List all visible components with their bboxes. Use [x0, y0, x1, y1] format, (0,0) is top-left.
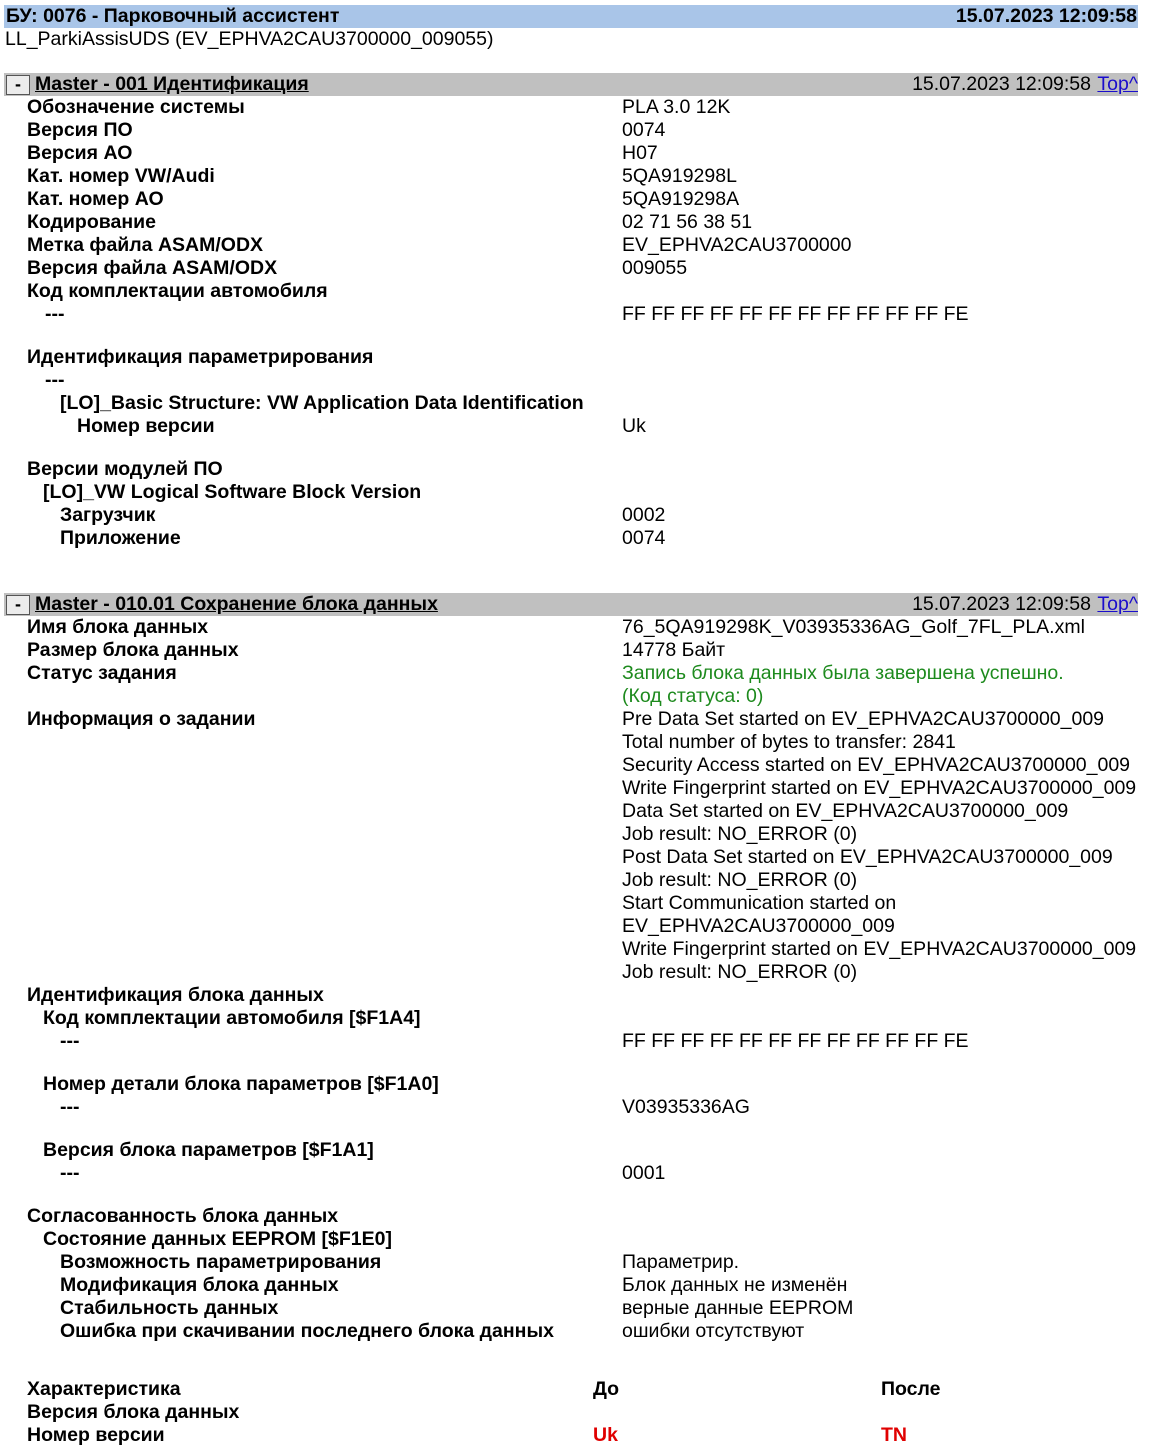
group-label: [LO]_VW Logical Software Block Version: [43, 481, 422, 503]
group-label: Согласованность блока данных: [27, 1205, 339, 1227]
row-value: EV_EPHVA2CAU3700000: [622, 234, 852, 256]
job-info-line: Post Data Set started on EV_EPHVA2CAU3700000_009: [622, 846, 1113, 868]
top-link[interactable]: Top^: [1097, 593, 1138, 615]
row-value: верные данные EEPROM: [622, 1297, 854, 1319]
row-label: Загрузчик: [60, 504, 156, 526]
compare-group-label: Версия блока данных: [27, 1401, 240, 1423]
job-info-line: Write Fingerprint started on EV_EPHVA2CAU3700000_009: [622, 938, 1137, 960]
ecu-datetime: 15.07.2023 12:09:58: [955, 5, 1137, 27]
group-label: Код комплектации автомобиля: [27, 280, 328, 302]
job-info-line: Total number of bytes to transfer: 2841: [622, 731, 956, 753]
row-label: Статус задания: [27, 662, 177, 684]
row-value: Uk: [622, 415, 646, 437]
collapse-button[interactable]: -: [6, 75, 30, 95]
row-label: Номер версии: [77, 415, 215, 437]
row-label: Модификация блока данных: [60, 1274, 339, 1296]
row-value: 76_5QA919298K_V03935336AG_Golf_7FL_PLA.xml: [622, 616, 1085, 638]
job-info-line: Data Set started on EV_EPHVA2CAU3700000_009: [622, 800, 1069, 822]
job-info-line: Pre Data Set started on EV_EPHVA2CAU3700000_009: [622, 708, 1105, 730]
section-header-data-block: [4, 593, 1138, 616]
row-value: 009055: [622, 257, 688, 279]
row-value: ошибки отсутствуют: [622, 1320, 805, 1342]
row-value: PLA 3.0 12K: [622, 96, 731, 118]
job-info-line: Write Fingerprint started on EV_EPHVA2CAU3700000_009: [622, 777, 1137, 799]
row-label: Кат. номер VW/Audi: [27, 165, 215, 187]
group-label: Идентификация параметрирования: [27, 346, 374, 368]
job-info-line: Security Access started on EV_EPHVA2CAU3700000_009: [622, 754, 1131, 776]
group-label: Версия блока параметров [$F1A1]: [43, 1139, 374, 1161]
job-info-line: Job result: NO_ERROR (0): [622, 823, 858, 845]
group-label: [LO]_Basic Structure: VW Application Data Identification: [60, 392, 584, 414]
row-label: ---: [45, 303, 65, 325]
row-label: Стабильность данных: [60, 1297, 279, 1319]
row-label: ---: [45, 369, 65, 391]
row-value: 5QA919298L: [622, 165, 737, 187]
ecu-title: БУ: 0076 - Парковочный ассистент: [6, 5, 340, 27]
job-status-value: Запись блока данных была завершена успешно.: [622, 662, 1064, 684]
row-value: 02 71 56 38 51: [622, 211, 753, 233]
top-link[interactable]: Top^: [1097, 73, 1138, 95]
group-label: Код комплектации автомобиля [$F1A4]: [43, 1007, 421, 1029]
row-label: Информация о задании: [27, 708, 256, 730]
row-value: 5QA919298A: [622, 188, 740, 210]
row-label: Ошибка при скачивании последнего блока данных: [60, 1320, 554, 1342]
ecu-subtitle: LL_ParkiAssisUDS (EV_EPHVA2CAU3700000_009055): [5, 28, 494, 50]
row-value: 0002: [622, 504, 666, 526]
job-info-line: Job result: NO_ERROR (0): [622, 961, 858, 983]
section-title: Master - 001 Идентификация: [35, 73, 309, 95]
row-value: H07: [622, 142, 658, 164]
row-label: Обозначение системы: [27, 96, 245, 118]
row-value: 0001: [622, 1162, 666, 1184]
row-label: Возможность параметрирования: [60, 1251, 382, 1273]
row-value: 0074: [622, 527, 666, 549]
ecu-header-bar: [4, 5, 1138, 28]
section-timestamp: 15.07.2023 12:09:58: [912, 73, 1091, 95]
section-timestamp: 15.07.2023 12:09:58: [912, 593, 1091, 615]
row-value: Блок данных не изменён: [622, 1274, 848, 1296]
job-status-code: (Код статуса: 0): [622, 685, 764, 707]
row-label: Кат. номер АО: [27, 188, 164, 210]
row-label: Метка файла ASAM/ODX: [27, 234, 264, 256]
group-label: Номер детали блока параметров [$F1A0]: [43, 1073, 439, 1095]
compare-header-before: До: [593, 1378, 620, 1400]
row-label: Размер блока данных: [27, 639, 239, 661]
job-info-line: EV_EPHVA2CAU3700000_009: [622, 915, 895, 937]
row-label: ---: [60, 1162, 80, 1184]
compare-row-label: Номер версии: [27, 1424, 165, 1446]
row-value: FF FF FF FF FF FF FF FF FF FF FF FE: [622, 1030, 969, 1052]
row-label: Кодирование: [27, 211, 156, 233]
row-value: 0074: [622, 119, 666, 141]
row-label: Версия АО: [27, 142, 133, 164]
row-value: FF FF FF FF FF FF FF FF FF FF FF FE: [622, 303, 969, 325]
job-info-line: Job result: NO_ERROR (0): [622, 869, 858, 891]
section-title: Master - 010.01 Сохранение блока данных: [35, 593, 438, 615]
compare-after-value: TN: [881, 1424, 907, 1446]
row-label: ---: [60, 1030, 80, 1052]
row-value: V03935336AG: [622, 1096, 750, 1118]
compare-header-after: После: [881, 1378, 941, 1400]
row-label: Приложение: [60, 527, 181, 549]
row-label: Имя блока данных: [27, 616, 209, 638]
job-info-line: Start Communication started on: [622, 892, 897, 914]
compare-header-characteristic: Характеристика: [27, 1378, 181, 1400]
group-label: Версии модулей ПО: [27, 458, 223, 480]
section-header-identification: [4, 73, 1138, 96]
group-label: Состояние данных EEPROM [$F1E0]: [43, 1228, 393, 1250]
row-label: Версия ПО: [27, 119, 133, 141]
collapse-button[interactable]: -: [6, 595, 30, 615]
row-label: Версия файла ASAM/ODX: [27, 257, 278, 279]
row-value: Параметрир.: [622, 1251, 740, 1273]
row-label: ---: [60, 1096, 80, 1118]
compare-before-value: Uk: [593, 1424, 618, 1446]
group-label: Идентификация блока данных: [27, 984, 324, 1006]
row-value: 14778 Байт: [622, 639, 726, 661]
